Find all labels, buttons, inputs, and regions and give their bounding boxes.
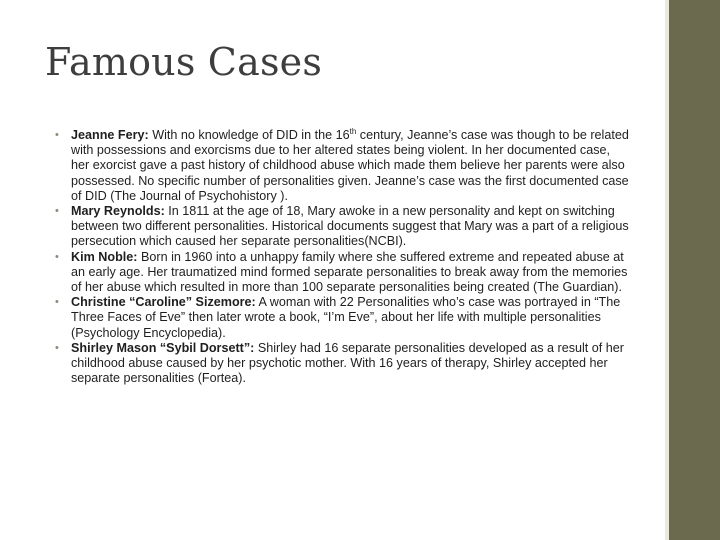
case-name: Kim Noble: <box>71 249 138 264</box>
accent-side-band <box>669 0 720 540</box>
case-description-part: With no knowledge of DID in the 16 <box>148 128 350 142</box>
bullet-item-christine-sizemore <box>55 295 630 341</box>
case-description: In 1811 at the age of 18, Mary awoke in a new personality and kept on switching between two different personalities. Historical documents suggest that Mary was a part of a religious persecution which caused her separate personalities(NCBI). <box>71 204 629 249</box>
case-name: Christine “Caroline” Sizemore: <box>71 295 256 310</box>
ordinal-superscript: th <box>349 126 357 136</box>
bullet-item-jeanne-fery <box>55 128 630 204</box>
case-name: Jeanne Fery: <box>71 128 149 142</box>
case-description: Shirley had 16 separate personalities developed as a result of her childhood abuse caused by her psychotic mother. With 16 years of therapy, Shirley accepted her separate personalities (Fortea). <box>71 340 625 386</box>
case-name: Shirley Mason “Sybil Dorsett”: <box>71 340 255 355</box>
case-description: Born in 1960 into a unhappy family where she suffered extreme and repeated abuse at an early age. Her traumatized mind formed separate personalities to break away from the memories of her abuse which resulted in more than 100 separate personalities being created (The Guardian). <box>71 249 628 295</box>
case-name: Mary Reynolds: <box>71 204 165 219</box>
bullet-item-kim-noble <box>55 250 630 296</box>
slide-body <box>55 128 630 386</box>
case-description-part: century, Jeanne’s case was though to be related with possessions and exorcisms due to her altered states being violent. In her documented case, her exorcist gave a past history of childhood abuse which made them believe her parents were also possessed. No specific number of personalities given. Jeanne’s case was the first documented case of DID (The Journal of Psychohistory ). <box>71 128 629 203</box>
bullet-item-shirley-mason <box>55 341 630 387</box>
case-description: A woman with 22 Personalities who’s case was portrayed in “The Three Faces of Eve” then later wrote a book, “I’m Eve”, about her life with multiple personalities (Psychology Encyclopedia). <box>71 295 621 340</box>
bullet-list <box>55 128 630 386</box>
bullet-item-mary-reynolds <box>55 204 630 250</box>
slide-title: Famous Cases <box>45 40 323 84</box>
